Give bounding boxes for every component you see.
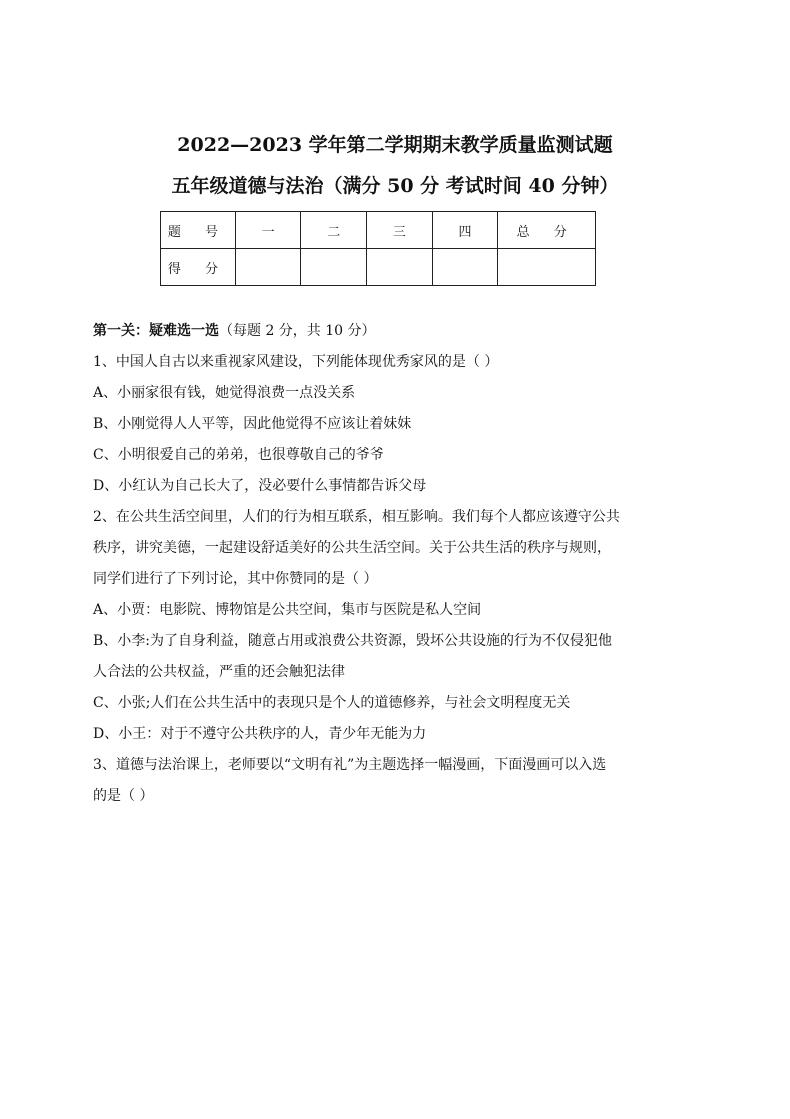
question-2-stem-line-3: 同学们进行了下列讨论，其中你赞同的是（ ） [93,571,378,587]
total-score-label: 总 分 [498,212,596,249]
column-4: 四 [432,212,498,249]
question-3-stem-line-2: 的是（ ） [93,788,154,804]
score-cell-1 [235,249,301,286]
section-1-note: （每题 2 分，共 10 分） [219,323,376,339]
section-1-title: 第一关：疑难选一选 [93,323,219,339]
score-cell-3 [367,249,433,286]
question-2-stem-line-2: 秩序，讲究美德，一起建设舒适美好的公共生活空间。关于公共生活的秩序与规则， [93,540,611,556]
section-1-heading [93,316,703,347]
question-1-option-b: B、小刚觉得人人平等，因此他觉得不应该让着妹妹 [93,416,412,432]
score-cell-total [498,249,596,286]
question-2-option-c: C、小张;人们在公共生活中的表现只是个人的道德修养，与社会文明程度无关 [93,695,571,711]
question-2-option-b-line-2: 人合法的公共权益，严重的还会触犯法律 [93,664,345,680]
question-2-option-b-line-1: B、小李:为了自身利益，随意占用或浪费公共资源，毁坏公共设施的行为不仅侵犯他 [93,633,613,649]
score-table [160,211,596,286]
question-2-stem-line-1: 2、在公共生活空间里，人们的行为相互联系，相互影响。我们每个人都应该遵守公共 [93,509,620,525]
score-label: 得 分 [161,249,236,286]
exam-content [93,316,703,812]
exam-subtitle: 五年级道德与法治（满分 50 分 考试时间 40 分钟） [171,175,619,197]
score-table-score-row [161,249,596,286]
column-2: 二 [301,212,367,249]
question-1-option-a: A、小丽家很有钱，她觉得浪费一点没关系 [93,385,356,401]
score-table-header-row [161,212,596,249]
question-2-option-d: D、小王：对于不遵守公共秩序的人，青少年无能为力 [93,726,427,742]
column-1: 一 [235,212,301,249]
question-1-option-c: C、小明很爱自己的弟弟，也很尊敬自己的爷爷 [93,447,384,463]
question-3-stem-line-1: 3、道德与法治课上，老师要以“文明有礼”为主题选择一幅漫画，下面漫画可以入选 [93,757,607,773]
question-1-stem: 1、中国人自古以来重视家风建设，下列能体现优秀家风的是（ ） [93,354,499,370]
exam-title: 2022—2023 学年第二学期期末教学质量监测试题 [177,134,613,156]
question-1-option-d: D、小红认为自己长大了，没必要什么事情都告诉父母 [93,478,427,494]
score-cell-4 [432,249,498,286]
score-cell-2 [301,249,367,286]
column-3: 三 [367,212,433,249]
question-number-label: 题 号 [161,212,236,249]
question-2-option-a: A、小贾：电影院、博物馆是公共空间，集市与医院是私人空间 [93,602,482,618]
